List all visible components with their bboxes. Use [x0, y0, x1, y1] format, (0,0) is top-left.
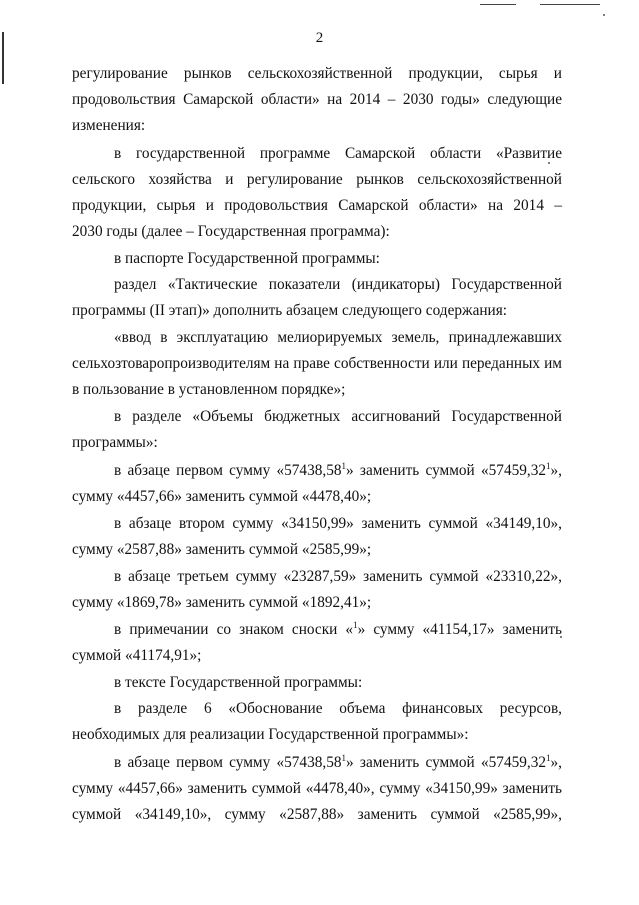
text-segment: » сумму «41154,17» заменить — [357, 621, 562, 638]
text-segment: в абзаце первом сумму «57438,58 — [114, 462, 342, 479]
text-segment: », — [550, 462, 563, 479]
text-line: в разделе 6 «Обоснование объема финансовых ресурсов, — [114, 700, 562, 717]
text-line: сумму «1869,78» заменить суммой «1892,41»; — [72, 594, 372, 611]
text-line — [114, 753, 562, 773]
text-line: в абзаце втором сумму «34150,99» заменить суммой «34149,10», — [114, 515, 562, 532]
text-segment: » заменить суммой «57459,32 — [346, 462, 547, 479]
text-line: изменения: — [72, 117, 146, 134]
text-line: программы (II этап)» дополнить абзацем следующего содержания: — [72, 302, 508, 319]
scan-speck — [603, 14, 605, 16]
text-line: сумму «2587,88» заменить суммой «2585,99»; — [72, 541, 372, 558]
text-segment: в примечании со знаком сноски « — [114, 621, 354, 638]
text-segment: в абзаце первом сумму «57438,58 — [114, 754, 342, 771]
text-line — [114, 461, 562, 481]
text-line: 2030 годы (далее – Государственная программа): — [72, 223, 390, 240]
text-line: суммой «34149,10», сумму «2587,88» заменить суммой «2585,99», — [72, 806, 562, 823]
text-line: сельхозтоваропроизводителям на праве собственности или переданных им — [72, 355, 562, 372]
text-line: продукции, сырья и продовольствия Самарской области» на 2014 – — [72, 197, 562, 214]
scan-top-mark — [540, 4, 600, 5]
text-line: регулирование рынков сельскохозяйственной продукции, сырья и — [72, 65, 562, 82]
text-line: сумму «4457,66» заменить суммой «4478,40», сумму «34150,99» заменить — [72, 780, 562, 797]
text-line: сумму «4457,66» заменить суммой «4478,40»; — [72, 488, 372, 505]
text-line: «ввод в эксплуатацию мелиорируемых земель, принадлежавших — [114, 329, 562, 346]
text-line: в тексте Государственной программы: — [114, 674, 363, 691]
footnote-mark: 1 — [546, 461, 551, 471]
text-line: программы»: — [72, 434, 158, 451]
footnote-mark: 1 — [341, 461, 346, 471]
text-line: в государственной программе Самарской области «Развитие — [114, 145, 562, 162]
text-line: в абзаце третьем сумму «23287,59» заменить суммой «23310,22», — [114, 568, 562, 585]
footnote-mark: 1 — [353, 620, 358, 630]
text-segment: », — [550, 754, 563, 771]
text-line: продовольствия Самарской области» на 2014 – 2030 годы» следующие — [72, 91, 562, 108]
text-line: необходимых для реализации Государственной программы»: — [72, 726, 469, 743]
footnote-mark: 1 — [341, 753, 346, 763]
footnote-mark: 1 — [546, 753, 551, 763]
text-line: в разделе «Объемы бюджетных ассигнований Государственной — [114, 408, 562, 425]
text-line: в паспорте Государственной программы: — [114, 250, 380, 267]
text-line: сельского хозяйства и регулирование рынков сельскохозяйственной — [72, 171, 562, 188]
scan-top-mark — [480, 4, 516, 5]
text-line: суммой «41174,91»; — [72, 647, 202, 664]
page-number: 2 — [315, 30, 324, 46]
text-line: в пользование в установленном порядке»; — [72, 381, 346, 398]
text-line — [114, 620, 562, 640]
text-segment: » заменить суммой «57459,32 — [346, 754, 547, 771]
text-line: раздел «Тактические показатели (индикаторы) Государственной — [114, 276, 562, 293]
